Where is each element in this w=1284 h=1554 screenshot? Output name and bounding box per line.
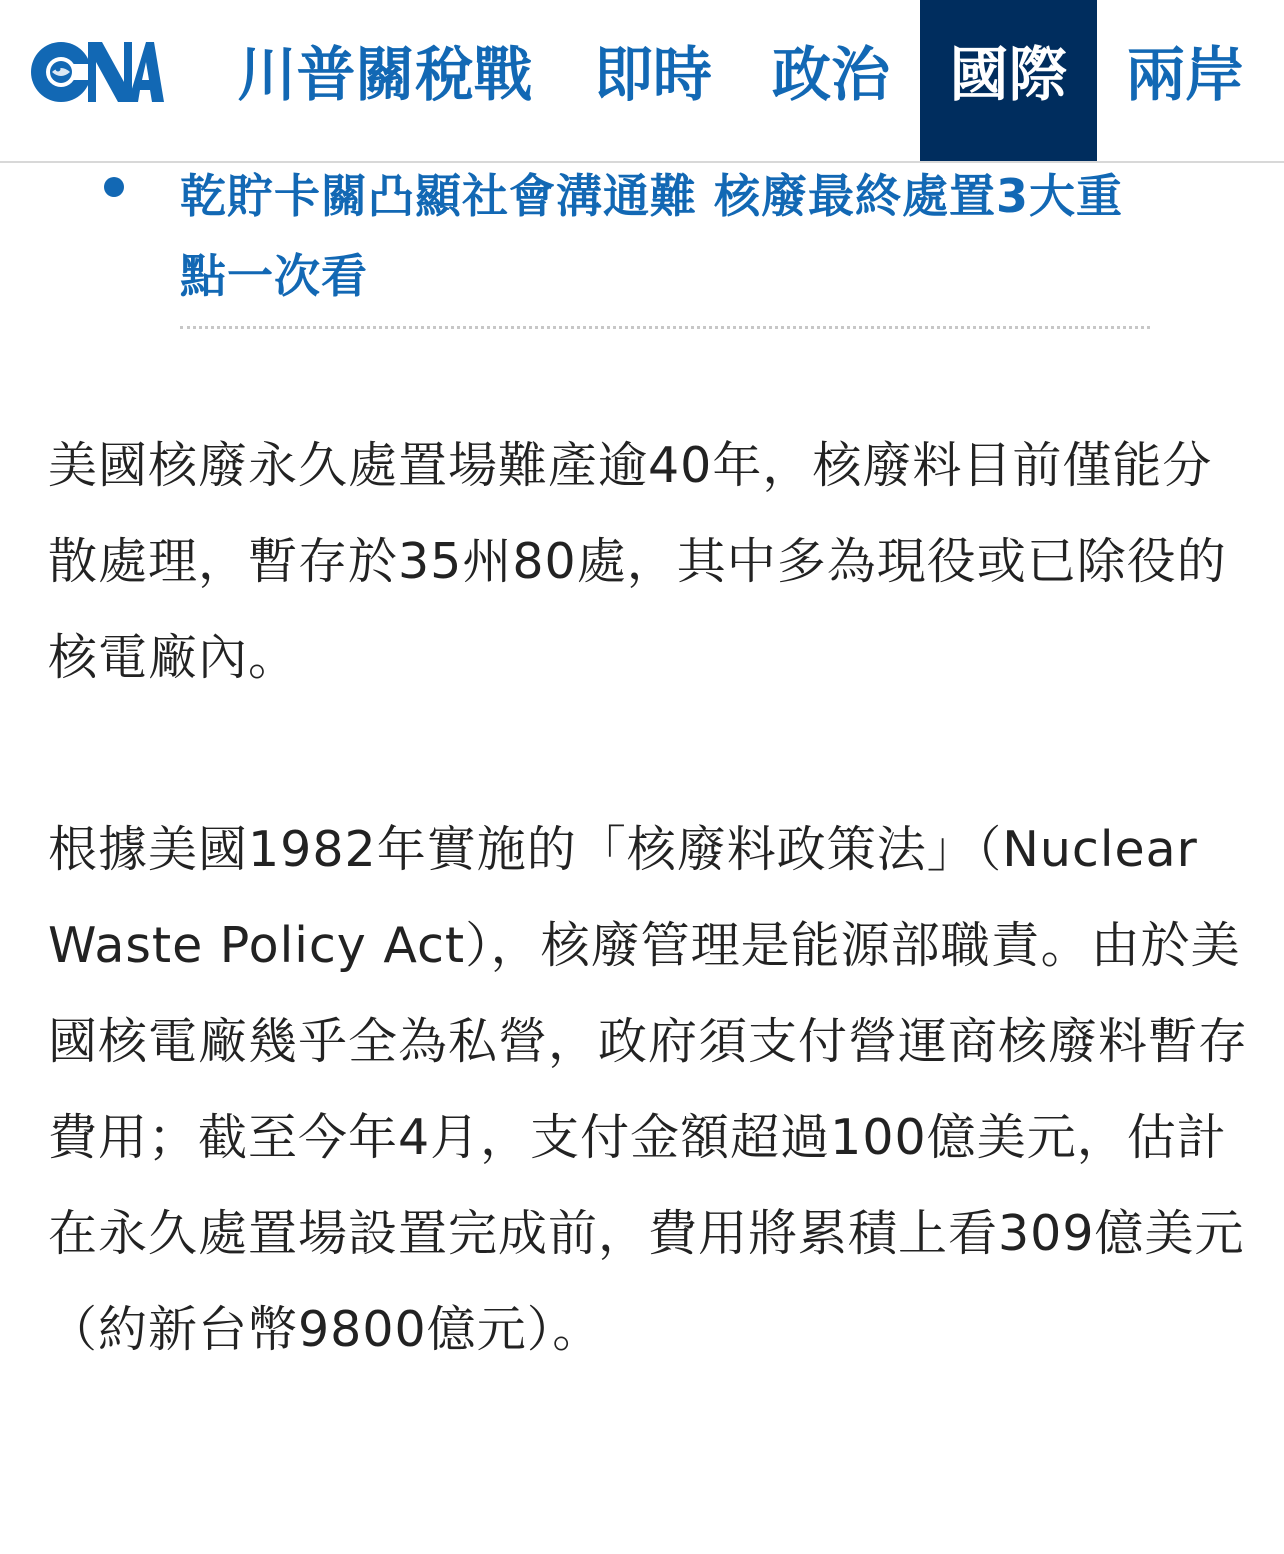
top-nav-bar bbox=[0, 0, 1284, 163]
article-body bbox=[48, 418, 1248, 1378]
related-articles bbox=[0, 140, 1284, 340]
bullet-icon bbox=[104, 177, 124, 197]
nav-item-breaking[interactable]: 即時 bbox=[593, 40, 712, 109]
nav-item-politics[interactable]: 政治 bbox=[771, 40, 890, 109]
cna-logo[interactable] bbox=[28, 38, 164, 106]
divider bbox=[180, 326, 1150, 329]
nav-item-international[interactable]: 國際 bbox=[920, 0, 1097, 161]
article-paragraph: 根據美國1982年實施的「核廢料政策法」（Nuclear Waste Policy Act），核廢管理是能源部職責。由於美國核電廠幾乎全為私營，政府須支付營運商核廢料暫存費用；截至今年4月，支付金額超過100億美元，估計在永久處置場設置完成前，費用將累積上看309億美元（約新台幣9800億元）。 bbox=[48, 821, 1249, 1358]
article-paragraph: 美國核廢永久處置場難產逾40年，核廢料目前僅能分散處理，暫存於35州80處，其中多為現役或已除役的核電廠內。 bbox=[48, 437, 1227, 686]
related-article-link[interactable]: 乾貯卡關凸顯社會溝通難 核廢最終處置3大重點一次看 bbox=[180, 169, 1124, 303]
nav-item-cross-strait[interactable]: 兩岸 bbox=[1125, 40, 1244, 109]
nav-item-tariff-war[interactable]: 川普關稅戰 bbox=[237, 40, 533, 109]
